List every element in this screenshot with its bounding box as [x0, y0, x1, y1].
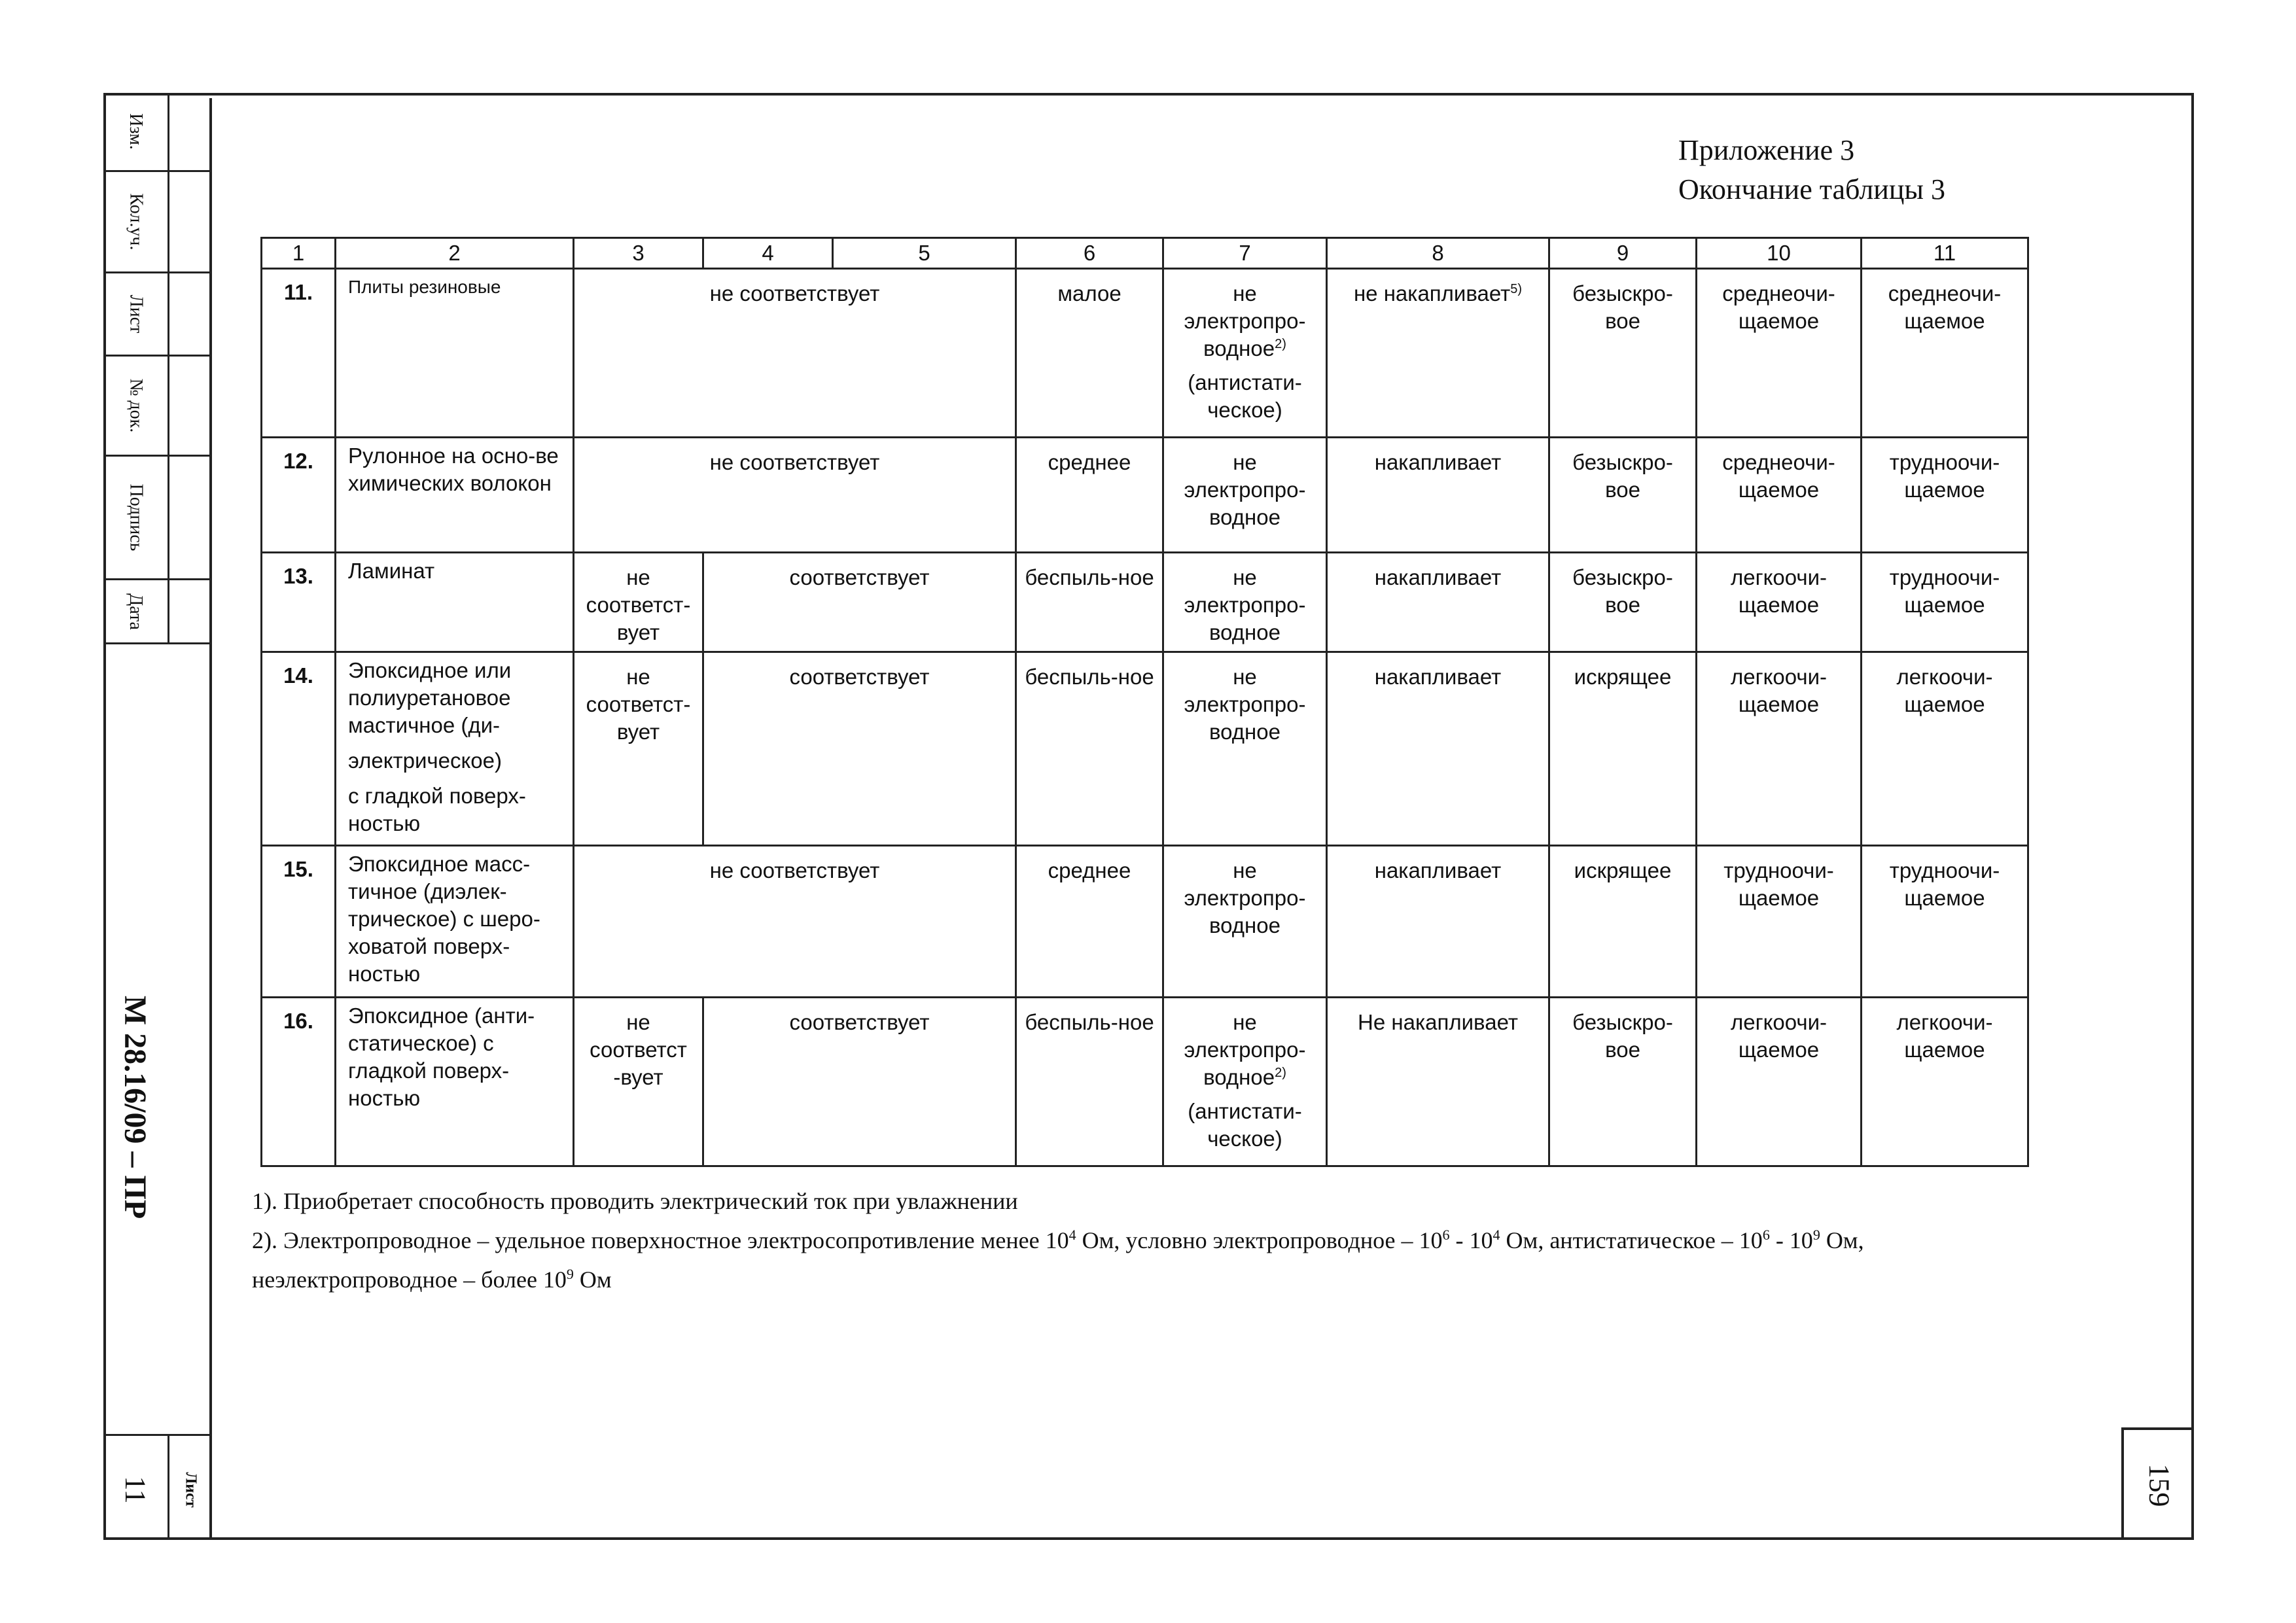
table-row [262, 438, 2028, 553]
compliance-cell: не соответст-вует [574, 652, 703, 846]
table-row [262, 998, 2028, 1166]
cleanability-cell: легкоочи-щаемое [1697, 553, 1862, 652]
document-code: М 28.16/09 – ПР [118, 995, 153, 1219]
footnote-1: 1). Приобретает способность проводить электрический ток при увлажнении [252, 1188, 1018, 1214]
cleanability-cell: легкоочи-щаемое [1862, 652, 2028, 846]
charge-cell: не накапливает$^{5)}$ [1327, 269, 1549, 438]
row-number: 13. [262, 553, 336, 652]
charge-cell: накапливает [1327, 652, 1549, 846]
conductivity-cell: не электропро-водное [1163, 438, 1327, 553]
column-header: 2 [336, 238, 574, 269]
row-number: 11. [262, 269, 336, 438]
spark-cell: безыскро-вое [1549, 269, 1697, 438]
spark-cell: искрящее [1549, 846, 1697, 998]
conductivity-cell: не электропро-водное [1163, 652, 1327, 846]
charge-cell: накапливает [1327, 438, 1549, 553]
material-name: Плиты резиновые [336, 269, 574, 438]
column-header: 6 [1016, 238, 1163, 269]
charge-cell: накапливает [1327, 846, 1549, 998]
appendix-header [1678, 131, 1945, 209]
stamp-column-divider [168, 93, 169, 642]
stamp-label-date: Дата [126, 593, 146, 630]
column-header: 9 [1549, 238, 1697, 269]
stamp-bottom-divider [103, 642, 212, 644]
column-header: 8 [1327, 238, 1549, 269]
row-number: 12. [262, 438, 336, 553]
row-number: 15. [262, 846, 336, 998]
spark-cell: безыскро-вое [1549, 998, 1697, 1166]
dust-cell: беспыль-ное [1016, 652, 1163, 846]
charge-cell: Не накапливает [1327, 998, 1549, 1166]
column-header: 3 [574, 238, 703, 269]
material-name: Эпоксидное или полиуретановое мастичное (ди- электрическое) с гладкой поверх-ностью [336, 652, 574, 846]
column-header: 11 [1862, 238, 2028, 269]
sheet-label: Лист [182, 1471, 200, 1508]
spark-cell: безыскро-вое [1549, 438, 1697, 553]
cleanability-cell: легкоочи-щаемое [1697, 998, 1862, 1166]
sheet-number: 11 [119, 1475, 152, 1504]
column-header: 4 [703, 238, 833, 269]
compliance-cell: не соответст-вует [574, 553, 703, 652]
material-name: Эпоксидное масс-тичное (диэлек-трическое) с шеро-ховатой поверх-ностью [336, 846, 574, 998]
stamp-label-izm: Изм. [125, 113, 146, 150]
spark-cell: безыскро-вое [1549, 553, 1697, 652]
compliance-cell: соответствует [703, 998, 1016, 1166]
column-header: 5 [833, 238, 1016, 269]
material-name: Эпоксидное (анти-статическое) с гладкой поверх-ностью [336, 998, 574, 1166]
dust-cell: беспыль-ное [1016, 553, 1163, 652]
appendix-title: Приложение 3 [1678, 134, 1855, 166]
dust-cell: беспыль-ное [1016, 998, 1163, 1166]
table-row [262, 553, 2028, 652]
cleanability-cell: среднеочи-щаемое [1862, 269, 2028, 438]
cleanability-cell: легкоочи-щаемое [1862, 998, 2028, 1166]
footnote-2-continued: неэлектропроводное – более $10^9$ Ом [252, 1266, 612, 1293]
cleanability-cell: трудноочи-щаемое [1862, 438, 2028, 553]
cleanability-cell: трудноочи-щаемое [1862, 846, 2028, 998]
compliance-cell: не соответствует [574, 269, 1016, 438]
compliance-cell: не соответствует [574, 846, 1016, 998]
compliance-cell: соответствует [703, 652, 1016, 846]
page-number: 159 [2143, 1463, 2175, 1507]
footnote-2: 2). Электропроводное – удельное поверхностное электросопротивление менее $10^4$ Ом, условно электропроводное – $10^6 - 10^4$ Ом, антистатическое – $10^6 - 10^9$ Ом, [252, 1227, 1864, 1253]
dust-cell: среднее [1016, 846, 1163, 998]
cleanability-cell: среднеочи-щаемое [1697, 438, 1862, 553]
stamp-label-signature: Подпись [126, 483, 147, 551]
dust-cell: малое [1016, 269, 1163, 438]
compliance-cell: соответствует [703, 553, 1016, 652]
table-row [262, 269, 2028, 438]
cleanability-cell: трудноочи-щаемое [1697, 846, 1862, 998]
stamp-label-kol-uch: Кол.уч. [126, 193, 146, 251]
conductivity-cell: не электропро-водное$^{2)}$ (антистати-ческое) [1163, 269, 1327, 438]
conductivity-cell: не электропро-водное [1163, 846, 1327, 998]
compliance-cell: не соответствует [574, 438, 1016, 553]
footnotes [252, 1184, 2058, 1297]
table-row [262, 846, 2028, 998]
cleanability-cell: легкоочи-щаемое [1697, 652, 1862, 846]
properties-table [260, 237, 2029, 1167]
stamp-label-doc-no: № док. [125, 378, 146, 433]
spark-cell: искрящее [1549, 652, 1697, 846]
charge-cell: накапливает [1327, 553, 1549, 652]
conductivity-cell: не электропро-водное [1163, 553, 1327, 652]
table-row [262, 652, 2028, 846]
row-number: 16. [262, 998, 336, 1166]
dust-cell: среднее [1016, 438, 1163, 553]
material-name: Рулонное на осно-ве химических волокон [336, 438, 574, 553]
material-name: Ламинат [336, 553, 574, 652]
sheet-box-divider [103, 1434, 212, 1436]
compliance-cell: не соответст -вует [574, 998, 703, 1166]
column-header: 7 [1163, 238, 1327, 269]
column-header: 10 [1697, 238, 1862, 269]
row-number: 14. [262, 652, 336, 846]
conductivity-cell: не электропро-водное$^{2)}$ (антистати-ческое) [1163, 998, 1327, 1166]
cleanability-cell: трудноочи-щаемое [1862, 553, 2028, 652]
page-number-box [2121, 1427, 2194, 1540]
column-header: 1 [262, 238, 336, 269]
cleanability-cell: среднеочи-щаемое [1697, 269, 1862, 438]
table-caption: Окончание таблицы 3 [1678, 173, 1945, 205]
title-block-strip [103, 93, 212, 1540]
table-header-row [262, 238, 2028, 269]
stamp-label-list: Лист [125, 294, 146, 334]
